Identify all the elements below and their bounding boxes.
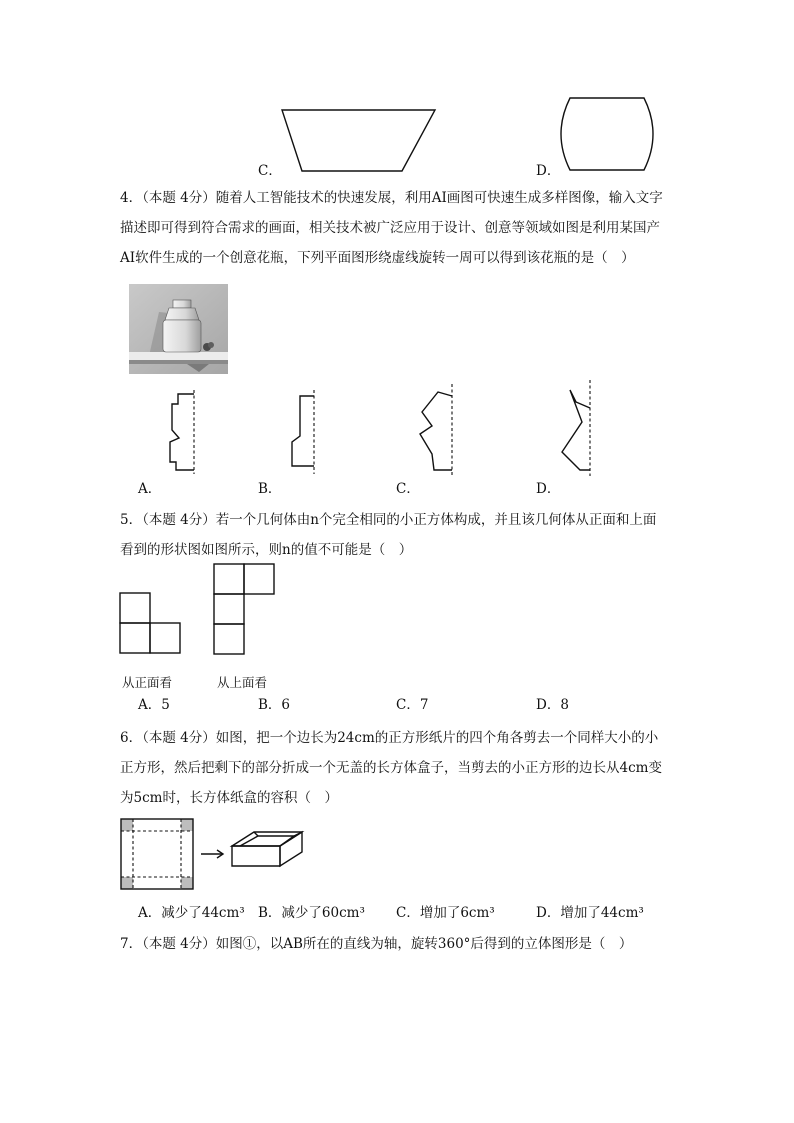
q4-option-b-figure [278,390,318,476]
q4-option-d-label[interactable]: D． [536,481,561,497]
q4-option-c-figure [414,384,456,476]
ai-vase-image [129,284,228,374]
q6-text-line1: 6．（本题 4分）如图，把一个边长为24cm的正方形纸片的四个角各剪去一个同样大小的小 [120,730,659,746]
q5-text-line1: 5．（本题 4分）若一个几何体由n个完全相同的小正方体构成，并且该几何体从正面和上面 [120,512,657,528]
q7-text-line1: 7．（本题 4分）如图①，以AB所在的直线为轴，旋转360°后得到的立体图形是（ ） [120,936,633,952]
q4-option-c-label[interactable]: C． [396,481,420,497]
q4-text-line2: 描述即可得到符合需求的画面，相关技术被广泛应用于设计、创意等领域如图是利用某国产 [120,220,660,236]
q6-arrow-icon [200,848,226,860]
q3-option-d-barrel-shape [558,96,658,176]
q6-open-box-figure [230,830,304,870]
q6-text-line2: 正方形，然后把剩下的部分折成一个无盖的长方体盒子，当剪去的小正方形的边长从4cm变 [120,760,662,776]
q5-text-line2: 看到的形状图如图所示，则n的值不可能是（ ） [120,542,413,558]
q6-text-line3: 为5cm时，长方体纸盒的容积（ ） [120,790,338,806]
q6-option-d[interactable]: D．增加了44cm³ [536,905,644,921]
q5-front-view-figure [119,592,183,656]
q3-option-d-label[interactable]: D． [536,163,561,179]
q5-option-a[interactable]: A．5 [138,697,170,713]
q6-option-c[interactable]: C．增加了6cm³ [396,905,495,921]
q6-option-b[interactable]: B．减少了60cm³ [258,905,365,921]
q4-option-d-figure [554,380,596,476]
q5-top-view-caption: 从上面看 [217,675,268,690]
q5-option-b[interactable]: B．6 [258,697,291,713]
q4-option-b-label[interactable]: B． [258,481,282,497]
q4-text-line1: 4．（本题 4分）随着人工智能技术的快速发展，利用AI画图可快速生成多样图像，输入文字 [120,190,663,206]
q5-option-c[interactable]: C．7 [396,697,429,713]
q4-option-a-label[interactable]: A． [138,481,162,497]
q4-option-a-figure [158,390,198,476]
q6-square-paper-figure [120,818,196,892]
q5-option-d[interactable]: D．8 [536,697,569,713]
q3-option-c-label[interactable]: C． [258,163,282,179]
q6-option-a[interactable]: A．减少了44cm³ [138,905,245,921]
q5-front-view-caption: 从正面看 [122,675,173,690]
q4-text-line3: AI软件生成的一个创意花瓶，下列平面图形绕虚线旋转一周可以得到该花瓶的是（ ） [120,250,635,266]
q3-option-c-trapezoid [280,108,440,174]
q5-top-view-figure [213,563,277,657]
